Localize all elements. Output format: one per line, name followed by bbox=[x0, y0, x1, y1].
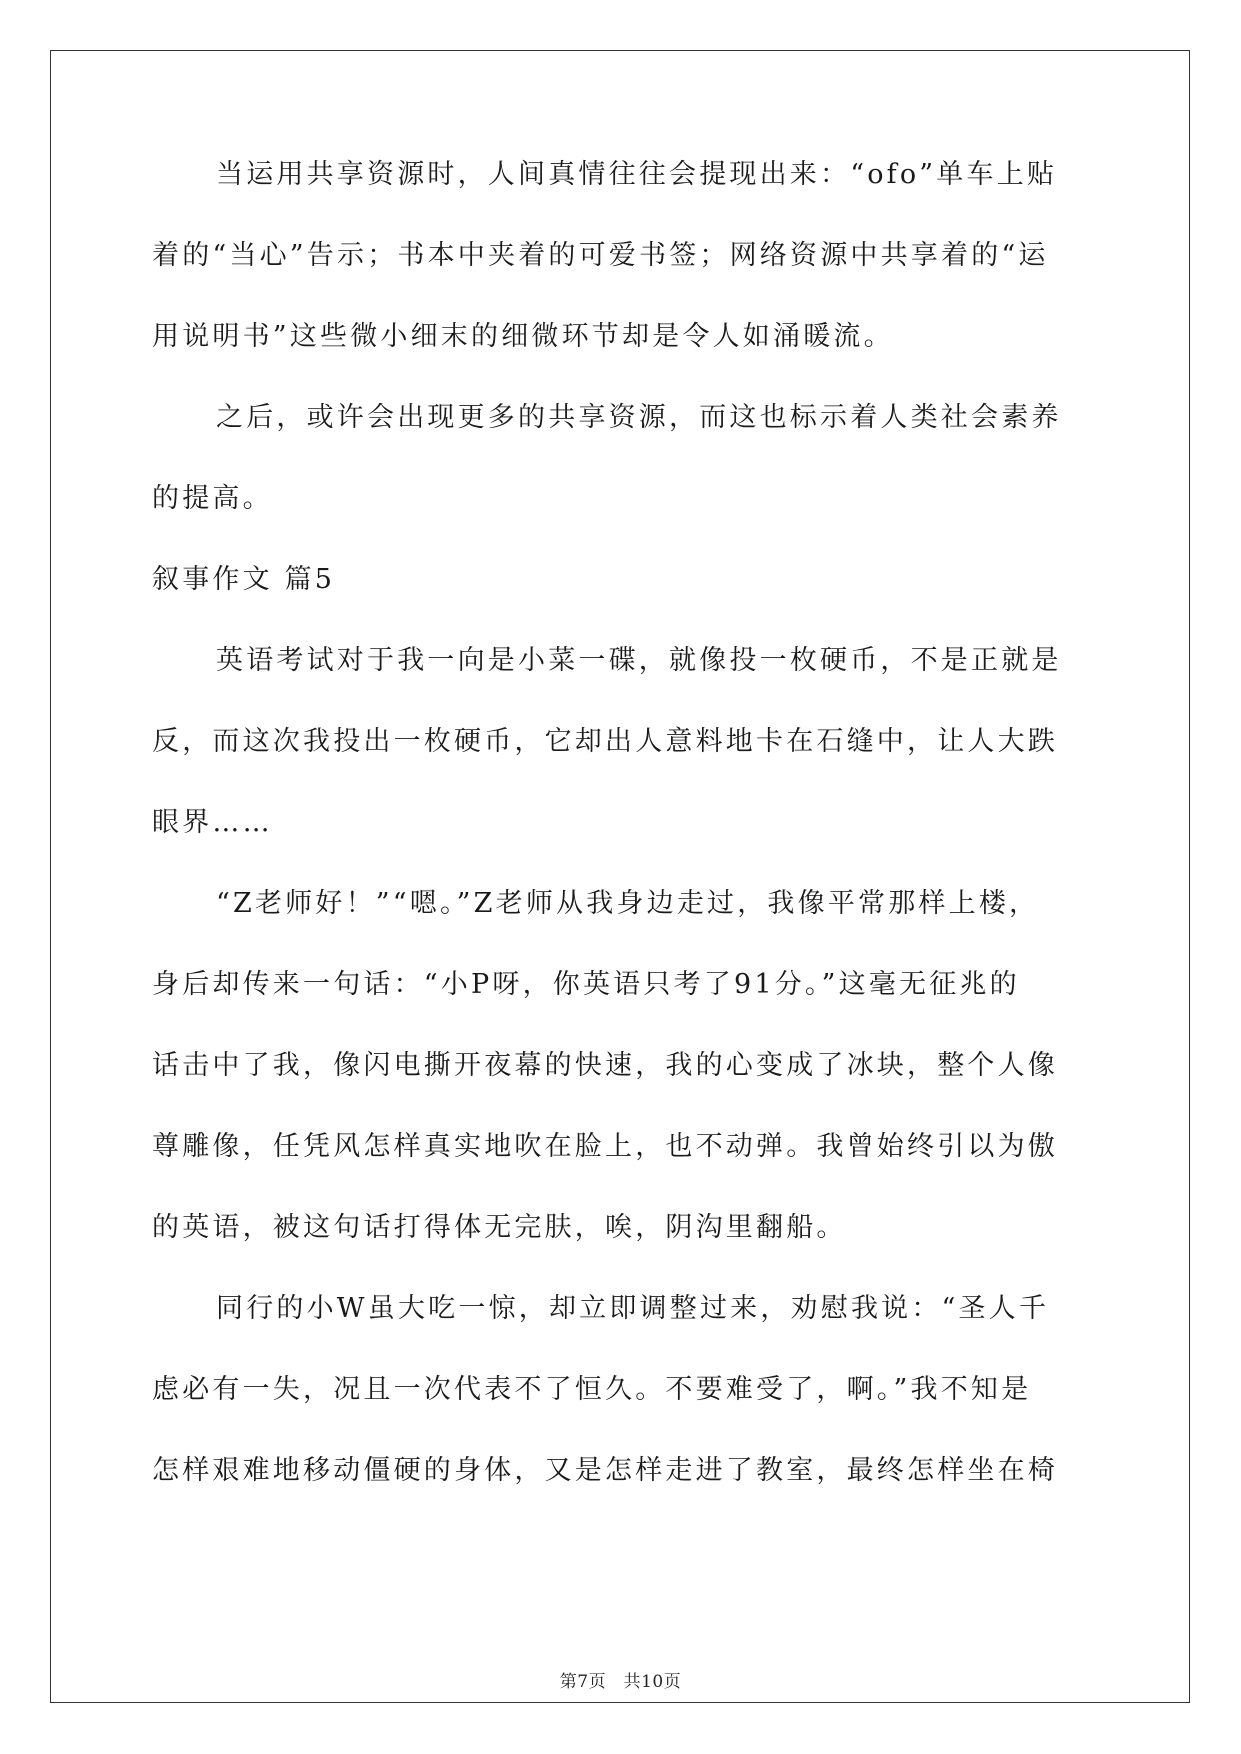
paragraph-line: 虑必有一失，况且一次代表不了恒久。不要难受了，啊。”我不知是 bbox=[152, 1374, 1032, 1405]
paragraph-line: 尊雕像，任凭风怎样真实地吹在脸上，也不动弹。我曾始终引以为傲 bbox=[152, 1131, 1058, 1162]
paragraph-line: “Z老师好！”“嗯。”Z老师从我身边走过，我像平常那样上楼， bbox=[216, 888, 1040, 919]
paragraph-line: 的英语，被这句话打得体无完肤，唉，阴沟里翻船。 bbox=[152, 1212, 847, 1243]
paragraph-line: 怎样艰难地移动僵硬的身体，又是怎样走进了教室，最终怎样坐在椅 bbox=[152, 1455, 1058, 1486]
paragraph-line: 着的“当心”告示；书本中夹着的可爱书签；网络资源中共享着的“运 bbox=[152, 240, 1049, 271]
paragraph-line: 之后，或许会出现更多的共享资源，而这也标示着人类社会素养 bbox=[216, 402, 1062, 433]
paragraph-line: 眼界…… bbox=[152, 807, 273, 838]
paragraph-line: 反，而这次我投出一枚硬币，它却出人意料地卡在石缝中，让人大跌 bbox=[152, 726, 1058, 757]
paragraph-line: 用说明书”这些微小细末的细微环节却是令人如涌暖流。 bbox=[152, 321, 894, 352]
document-body bbox=[152, 160, 1092, 1537]
paragraph-line: 英语考试对于我一向是小菜一碟，就像投一枚硬币，不是正就是 bbox=[216, 645, 1062, 676]
paragraph-line: 话击中了我，像闪电撕开夜幕的快速，我的心变成了冰块，整个人像 bbox=[152, 1050, 1058, 1081]
paragraph-line: 同行的小W虽大吃一惊，却立即调整过来，劝慰我说：“圣人千 bbox=[216, 1293, 1050, 1324]
page-number: 第7页 共10页 bbox=[559, 1672, 682, 1692]
paragraph-line: 当运用共享资源时，人间真情往往会提现出来：“ofo”单车上贴 bbox=[216, 159, 1058, 190]
paragraph-line: 身后却传来一句话：“小P呀，你英语只考了91分。”这毫无征兆的 bbox=[152, 969, 1020, 1000]
paragraph-line: 的提高。 bbox=[152, 483, 273, 514]
section-heading: 叙事作文 篇5 bbox=[152, 564, 336, 595]
